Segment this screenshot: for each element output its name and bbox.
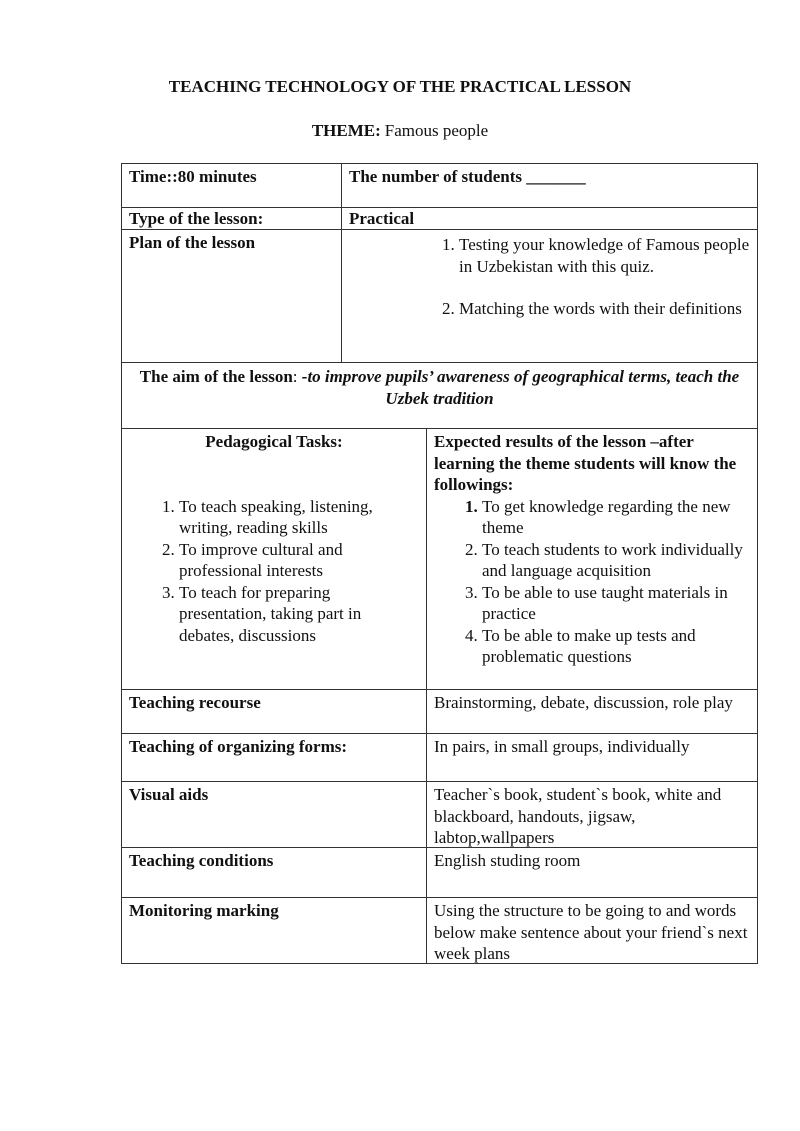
students-cell: The number of students _______ <box>341 163 758 208</box>
task-item: 2. To improve cultural and professional interests <box>179 539 419 582</box>
result-item: 3. To be able to use taught materials in practice <box>482 582 750 625</box>
tasks-list <box>129 496 419 647</box>
row-value-visual-aids: Teacher`s book, student`s book, white and blackboard, handouts, jigsaw, labtop,wallpapers <box>426 781 758 848</box>
plan-label: Plan of the lesson <box>121 229 342 363</box>
lesson-type-label: Type of the lesson: <box>121 207 342 230</box>
plan-cell <box>341 229 758 363</box>
theme-label: THEME: <box>311 121 381 140</box>
lesson-type-value: Practical <box>341 207 758 230</box>
plan-item: 2. Matching the words with their definitions <box>459 298 750 320</box>
result-item: 1. To get knowledge regarding the new theme <box>482 496 750 539</box>
result-item: 2. To teach students to work individually and language acquisition <box>482 539 750 582</box>
plan-list <box>434 234 750 320</box>
results-cell <box>426 428 758 690</box>
aim-colon: : <box>292 367 302 386</box>
row-value-recourse: Brainstorming, debate, discussion, role play <box>426 689 758 734</box>
row-label-recourse: Teaching recourse <box>121 689 427 734</box>
document-title: TEACHING TECHNOLOGY OF THE PRACTICAL LESSON <box>168 77 632 96</box>
time-cell: Time::80 minutes <box>121 163 342 208</box>
row-value-organizing-forms: In pairs, in small groups, individually <box>426 733 758 782</box>
row-label-monitoring: Monitoring marking <box>121 897 427 964</box>
row-label-visual-aids: Visual aids <box>121 781 427 848</box>
plan-item: 1. Testing your knowledge of Famous people in Uzbekistan with this quiz. <box>459 234 750 277</box>
row-label-conditions: Teaching conditions <box>121 847 427 898</box>
theme-value: Famous people <box>384 121 489 140</box>
tasks-header: Pedagogical Tasks: <box>205 432 343 451</box>
result-item: 4. To be able to make up tests and problematic questions <box>482 625 750 668</box>
aim-text: -to improve pupils’ awareness of geographical terms, teach the Uzbek tradition <box>301 367 740 408</box>
row-value-conditions: English studing room <box>426 847 758 898</box>
results-list <box>434 496 750 668</box>
aim-cell <box>121 362 758 429</box>
task-item: 1. To teach speaking, listening, writing, reading skills <box>179 496 419 539</box>
row-label-organizing-forms: Teaching of organizing forms: <box>121 733 427 782</box>
row-value-monitoring: Using the structure to be going to and words below make sentence about your friend`s next week plans <box>426 897 758 964</box>
theme-line <box>0 121 800 141</box>
tasks-cell <box>121 428 427 690</box>
aim-label: The aim of the lesson <box>139 367 293 386</box>
task-item: 3. To teach for preparing presentation, taking part in debates, discussions <box>179 582 419 647</box>
results-header: Expected results of the lesson –after learning the theme students will know the followings: <box>434 432 737 494</box>
